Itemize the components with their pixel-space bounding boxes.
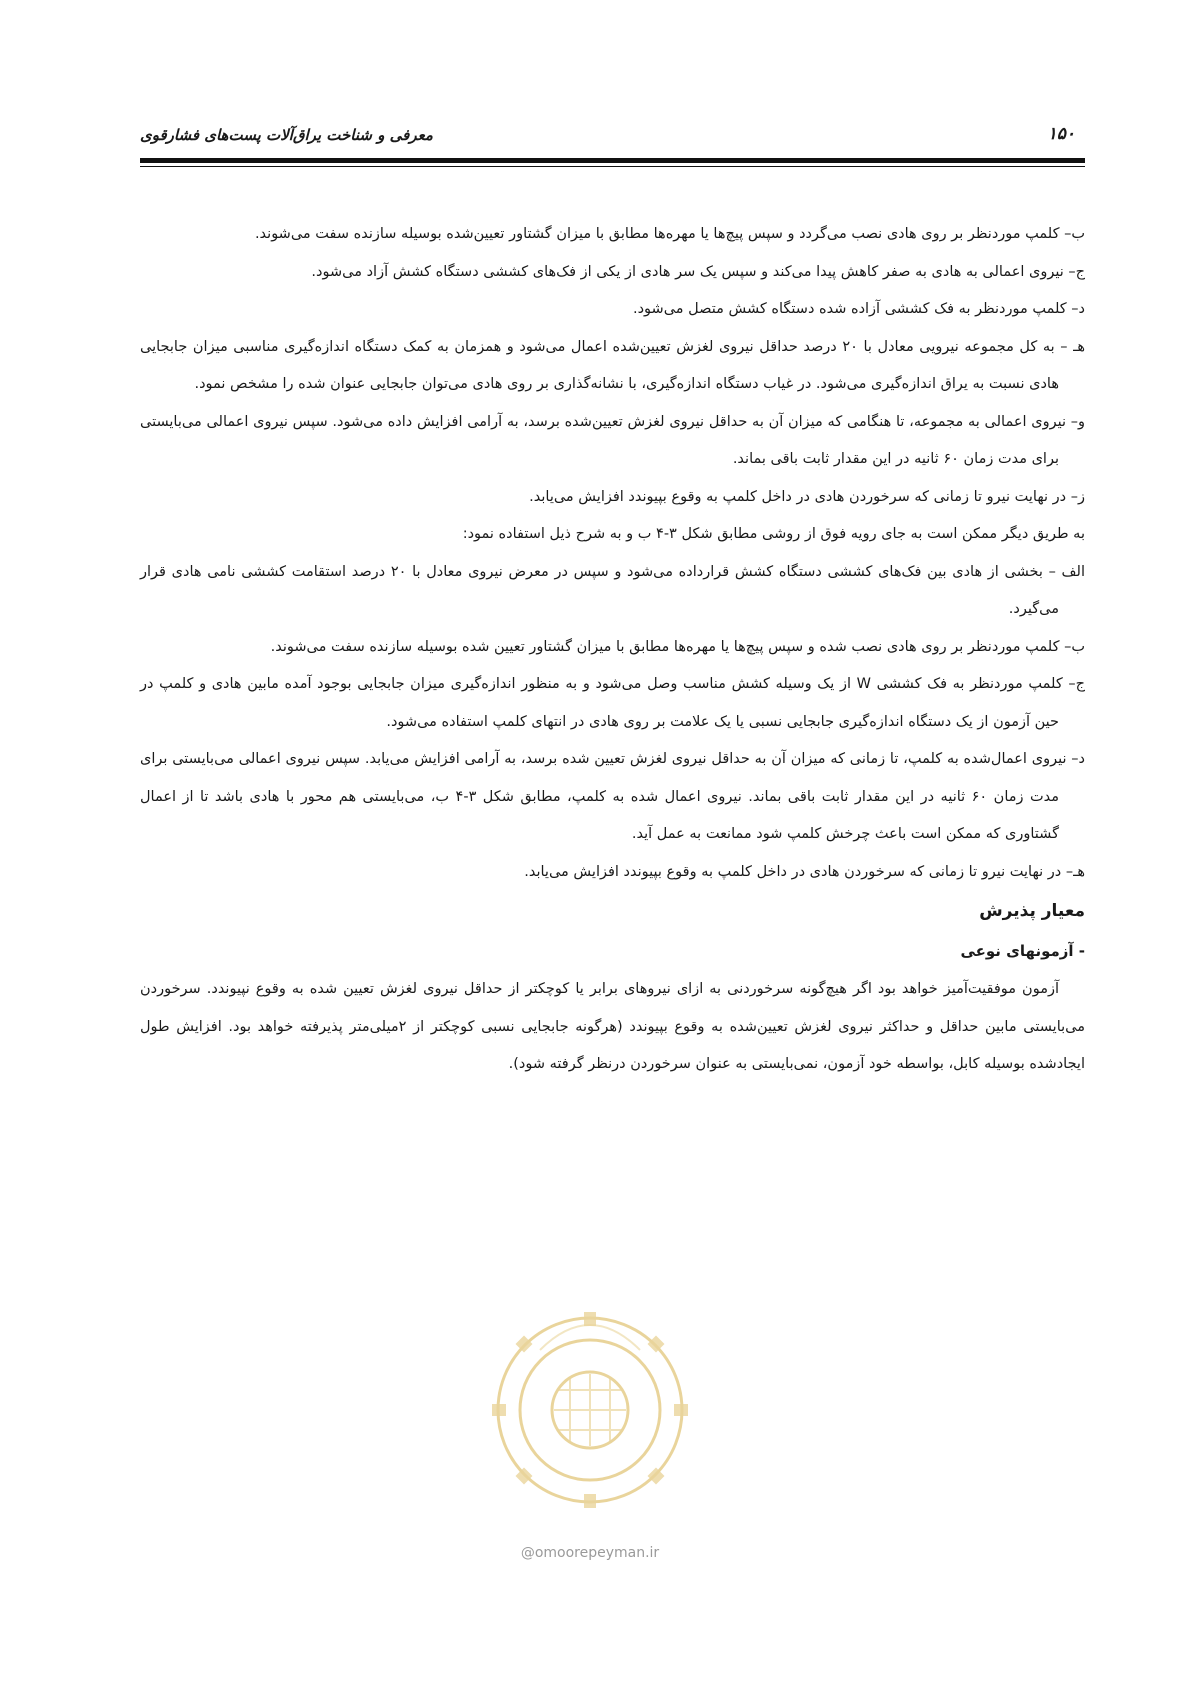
paragraph-v: و– نیروی اعمالی به مجموعه، تا هنگامی که میزان آن به حداقل نیروی لغزش تعیین‌شده برسد، به آرامی افزایش داده می‌شود. سپس نیروی اعمالی می‌بایستی برای مدت زمان ۶۰ ثانیه در این مقدار ثابت باقی بماند.: [140, 413, 1085, 467]
page-body: [140, 216, 1085, 1084]
section-heading: معیار پذیرش: [979, 901, 1085, 921]
header-rule-thick: [140, 158, 1085, 163]
paragraph-b-2: ب– کلمپ موردنظر بر روی هادی نصب شده و سپس پیچ‌ها یا مهره‌ها مطابق با میزان گشتاور تعیین شده بوسیله سازنده سفت می‌شوند.: [270, 638, 1085, 655]
paragraph-d-2: د– نیروی اعمال‌شده به کلمپ، تا زمانی که میزان آن به حداقل نیروی لغزش تعیین شده برسد، به آرامی افزایش می‌یابد. سپس نیروی اعمالی می‌بایستی برای مدت زمان ۶۰ ثانیه در این مقدار ثابت باقی بماند. نیروی اعمال شده به کلمپ، مطابق شکل ۳-۴ ب، می‌بایستی هم محور با هادی باشد تا از اعمال گشتاوری که ممکن است باعث چرخش کلمپ شود ممانعت به عمل آید.: [140, 751, 1085, 842]
paragraph-j-2: ج– کلمپ موردنظر به فک کششی W از یک وسیله کشش مناسب وصل می‌شود و به منظور اندازه‌گیری میزان جابجایی بوجود آمده مابین هادی و کلمپ در حین آزمون از یک دستگاه اندازه‌گیری جابجایی نسبی یا یک علامت بر روی هادی در انتهای کلمپ استفاده می‌شود.: [140, 676, 1085, 730]
book-title: معرفی و شناخت یراق‌آلات پست‌های فشارقوی: [140, 126, 433, 144]
gear-seal-icon: [480, 1290, 700, 1520]
watermark-url: @omoorepeyman.ir: [520, 1545, 660, 1561]
paragraph-alef: الف – بخشی از هادی بین فک‌های کششی دستگاه کشش قرارداده می‌شود و سپس در معرض نیروی معادل با ۲۰ درصد استقامت کششی نامی هادی قرار می‌گیرد.: [140, 563, 1085, 617]
paragraph-h-2: هـ– در نهایت نیرو تا زمانی که سرخوردن هادی در داخل کلمپ به وقوع بپیوندد افزایش می‌یابد.: [524, 863, 1085, 880]
paragraph-d: د– کلمپ موردنظر به فک کششی آزاده شده دستگاه کشش متصل می‌شود.: [632, 301, 1085, 317]
paragraph-j: ج– نیروی اعمالی به هادی به صفر کاهش پیدا می‌کند و سپس یک سر هادی از یکی از فک‌های کششی دستگاه کشش آزاد می‌شود.: [311, 263, 1085, 280]
paragraph-alternative-method: به طریق دیگر ممکن است به جای رویه فوق از روشی مطابق شکل ۳-۴ ب و به شرح ذیل استفاده نمود:: [462, 526, 1085, 542]
paragraph-h: هـ – به کل مجموعه نیرویی معادل با ۲۰ درصد حداقل نیروی لغزش تعیین‌شده اعمال می‌شود و همزمان به کمک دستگاه اندازه‌گیری مناسبی میزان جابجایی هادی نسبت به یراق اندازه‌گیری می‌شود. در غیاب دستگاه اندازه‌گیری، با نشانه‌گذاری بر روی هادی می‌توان جابجایی عنوان شده را مشخص نمود.: [140, 338, 1085, 392]
paragraph-z: ز– در نهایت نیرو تا زمانی که سرخوردن هادی در داخل کلمپ به وقوع بپیوندد افزایش می‌یابد.: [529, 488, 1085, 505]
paragraph-b: ب– کلمپ موردنظر بر روی هادی نصب می‌گردد و سپس پیچ‌ها یا مهره‌ها مطابق با میزان گشتاور تعیین‌شده بوسیله سازنده سفت می‌شوند.: [254, 226, 1085, 242]
subsection-heading: - آزمونهای نوعی: [960, 942, 1085, 960]
acceptance-paragraph: آزمون موفقیت‌آمیز خواهد بود اگر هیچ‌گونه سرخوردنی به ازای نیروهای برابر یا کوچکتر از حداقل نیروی لغزش تعیین شده به وقوع نپیوندد. سرخوردن می‌بایستی مابین حداقل و حداکثر نیروی لغزش تعیین‌شده به وقوع بپیوندد (هرگونه جابجایی نسبی کوچکتر از ۲میلی‌متر پذیرفته خواهد بود. افزایش طول ایجادشده بوسیله کابل، بواسطه خود آزمون، نمی‌بایستی به عنوان سرخوردن درنظر گرفته شود).: [140, 981, 1086, 1072]
page-header: [140, 120, 1085, 160]
header-rule-thin: [140, 166, 1085, 167]
watermark-logo: [480, 1290, 700, 1520]
page-number: ۱۵۰: [1047, 124, 1075, 144]
